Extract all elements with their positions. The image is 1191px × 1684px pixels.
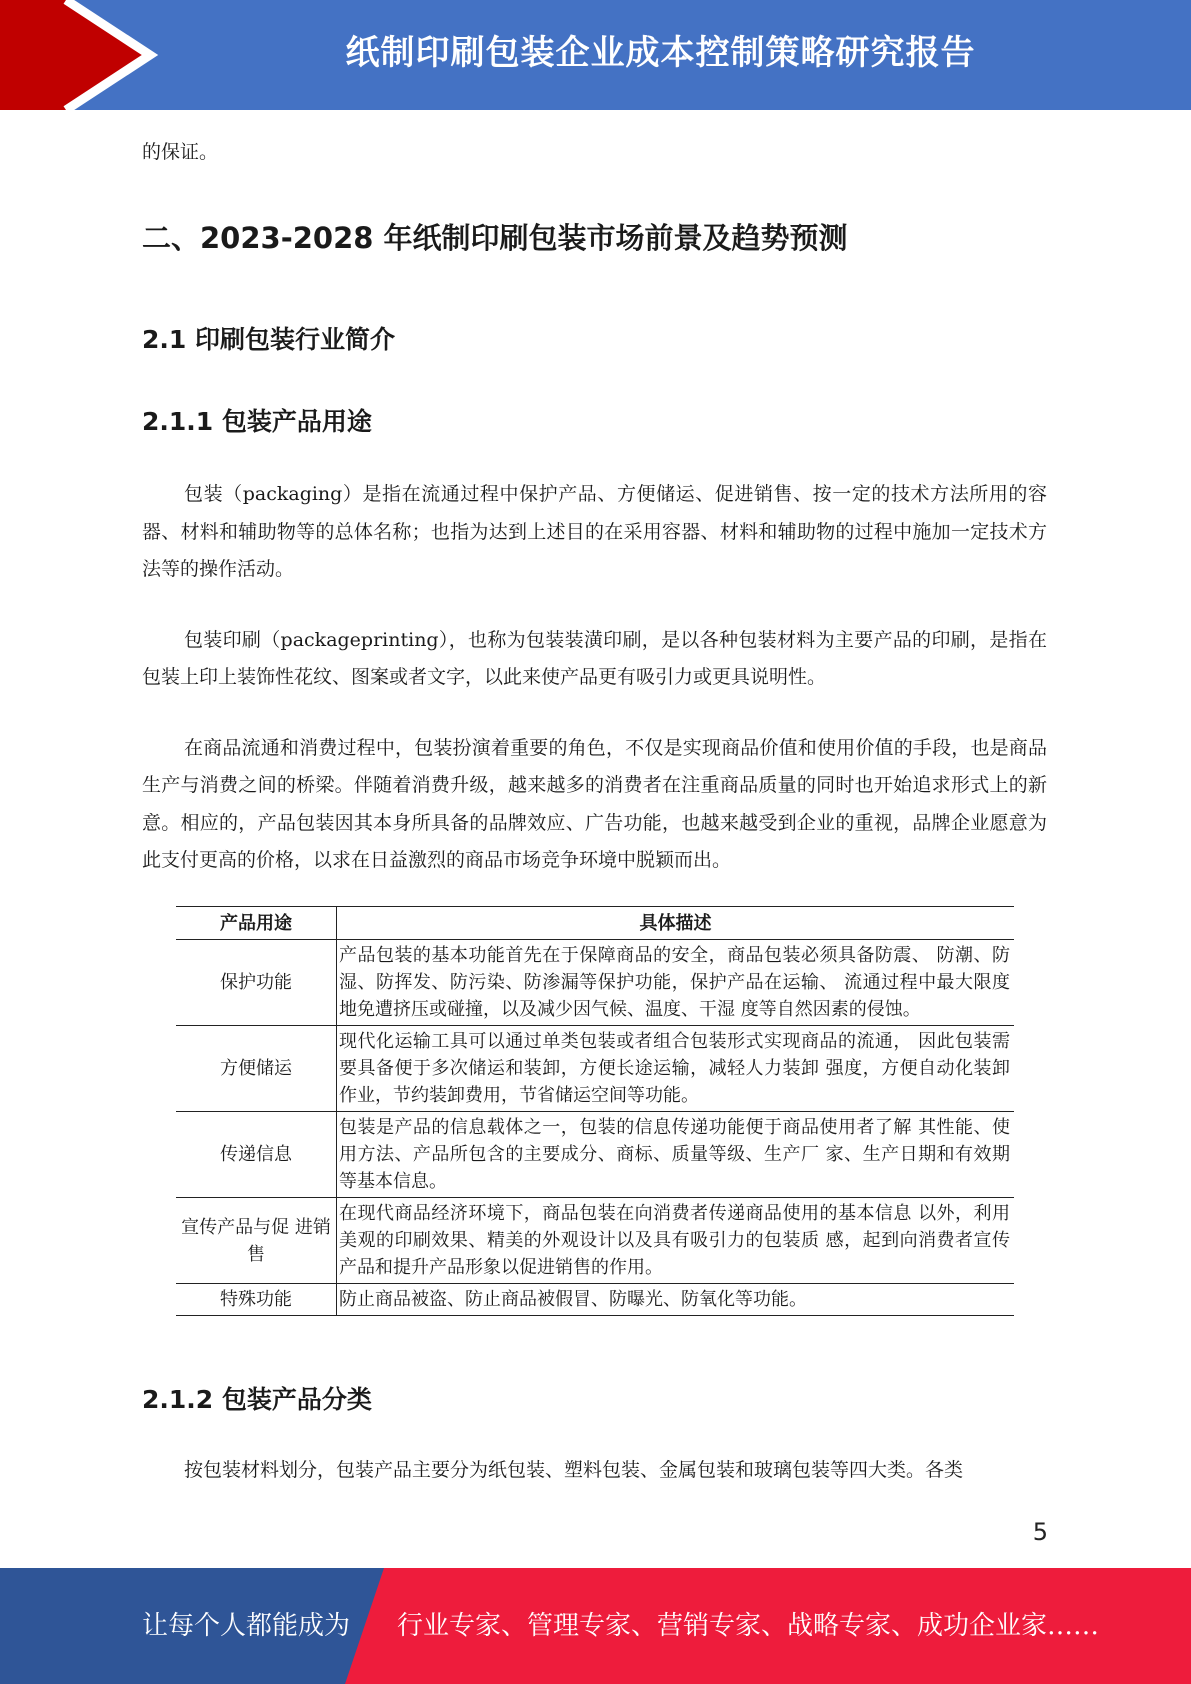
- table-cell-description: 产品包装的基本功能首先在于保障商品的安全，商品包装必须具备防震、 防潮、防湿、防挥发、防污染、防渗漏等保护功能，保护产品在运输、 流通过程中最大限度地免遭挤压或碰撞，以及减少因气候、温度、干湿 度等自然因素的侵蚀。: [337, 940, 1015, 1026]
- table-header-use: 产品用途: [176, 907, 337, 940]
- report-title: 纸制印刷包装企业成本控制策略研究报告: [345, 33, 976, 73]
- table-row: [176, 1284, 1014, 1316]
- body-paragraphs: [142, 476, 1047, 880]
- table-cell-description: 防止商品被盗、防止商品被假冒、防曝光、防氧化等功能。: [337, 1284, 1015, 1316]
- subsection-heading: 2.1 印刷包装行业简介: [142, 325, 395, 354]
- paragraph-packaging-definition: 包装（packaging）是指在流通过程中保护产品、方便储运、促进销售、按一定的技术方法所用的容器、材料和辅助物等的总体名称；也指为达到上述目的在采用容器、材料和辅助物的过程中施加一定技术方法等的操作活动。: [142, 483, 1047, 580]
- footer-slogan-right: 行业专家、管理专家、营销专家、战略专家、成功企业家……: [397, 1611, 1100, 1641]
- footer-banner: [0, 1568, 1191, 1684]
- table-row: [176, 1198, 1014, 1284]
- sub-subsection-heading-classification: 2.1.2 包装产品分类: [142, 1385, 372, 1414]
- paragraph-package-printing: 包装印刷（packageprinting），也称为包装装潢印刷，是以各种包装材料为主要产品的印刷，是指在包装上印上装饰性花纹、图案或者文字，以此来使产品更有吸引力或更具说明性。: [142, 628, 1047, 688]
- footer-slogan-left: 让每个人都能成为: [142, 1611, 351, 1641]
- table-row: [176, 1112, 1014, 1198]
- table-cell-use: 特殊功能: [176, 1284, 337, 1316]
- packaging-uses-table: [176, 906, 1014, 1316]
- table-header-description: 具体描述: [337, 907, 1015, 940]
- table-cell-use: 保护功能: [176, 940, 337, 1026]
- table-cell-use: 宣传产品与促 进销售: [176, 1198, 337, 1284]
- table-cell-description: 在现代商品经济环境下，商品包装在向消费者传递商品使用的基本信息 以外，利用美观的印刷效果、精美的外观设计以及具有吸引力的包装质 感，起到向消费者宣传产品和提升产品形象以促进销售的作用。: [337, 1198, 1015, 1284]
- paragraph-classification: 按包装材料划分，包装产品主要分为纸包装、塑料包装、金属包装和玻璃包装等四大类。各类: [184, 1459, 964, 1481]
- table-cell-use: 方便储运: [176, 1026, 337, 1112]
- section-heading: 二、2023-2028 年纸制印刷包装市场前景及趋势预测: [142, 221, 848, 255]
- table-cell-use: 传递信息: [176, 1112, 337, 1198]
- header-arrow-decoration: [0, 0, 160, 110]
- paragraph-packaging-role: 在商品流通和消费过程中，包装扮演着重要的角色，不仅是实现商品价值和使用价值的手段，也是商品生产与消费之间的桥梁。伴随着消费升级，越来越多的消费者在注重商品质量的同时也开始追求形式上的新意。相应的，产品包装因其本身所具备的品牌效应、广告功能，也越来越受到企业的重视，品牌企业愿意为此支付更高的价格，以求在日益激烈的商品市场竞争环境中脱颖而出。: [142, 736, 1047, 871]
- table-row: [176, 1026, 1014, 1112]
- page-number: 5: [1032, 1518, 1048, 1546]
- table-cell-description: 现代化运输工具可以通过单类包装或者组合包装形式实现商品的流通， 因此包装需要具备便于多次储运和装卸，方便长途运输，减轻人力装卸 强度，方便自动化装卸作业，节约装卸费用，节省储运空间等功能。: [337, 1026, 1015, 1112]
- table-cell-description: 包装是产品的信息载体之一，包装的信息传递功能便于商品使用者了解 其性能、使用方法、产品所包含的主要成分、商标、质量等级、生产厂 家、生产日期和有效期等基本信息。: [337, 1112, 1015, 1198]
- header-banner: [0, 0, 1191, 110]
- sub-subsection-heading-uses: 2.1.1 包装产品用途: [142, 407, 372, 436]
- carryover-text: 的保证。: [142, 141, 219, 163]
- table-header-row: [176, 907, 1014, 940]
- table-row: [176, 940, 1014, 1026]
